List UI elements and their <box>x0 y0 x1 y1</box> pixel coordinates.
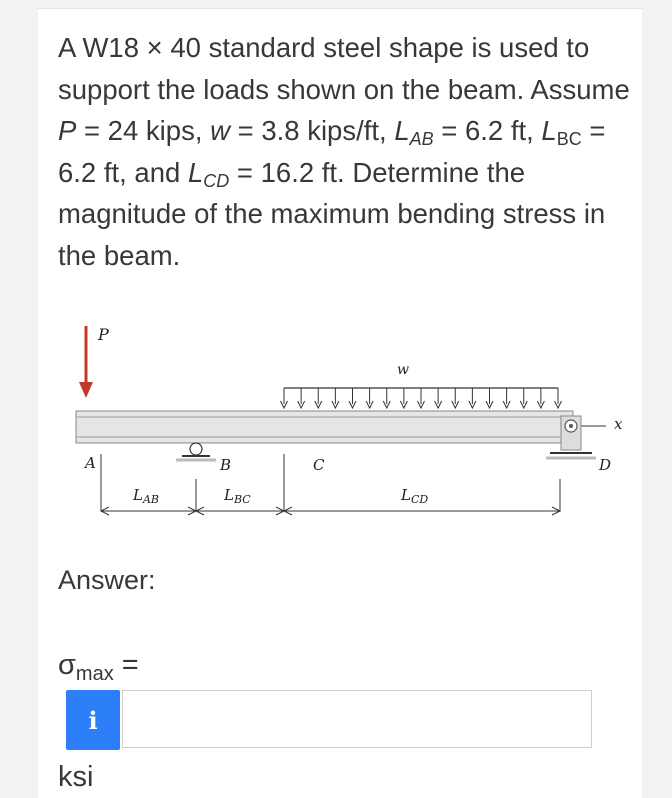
sigma-symbol: σ <box>58 649 76 681</box>
sigma-subscript: max <box>75 663 114 685</box>
beam-diagram <box>58 314 623 529</box>
var-lcd: L <box>187 156 204 188</box>
var-lbc: L <box>541 115 557 146</box>
dim-lcd: $L_{CD}$ <box>401 486 429 506</box>
w-value: = 3.8 kips/ft, <box>229 115 395 146</box>
question-card <box>38 8 642 798</box>
var-lab: L <box>394 115 410 146</box>
label-c: C <box>313 456 325 474</box>
equals-sign: = <box>113 649 139 681</box>
label-x: x <box>614 415 623 433</box>
lbc-value: = 6.2 ft, and <box>58 115 606 188</box>
beam <box>76 411 573 443</box>
label-b: B <box>220 456 232 474</box>
lab-value: = 6.2 ft, <box>433 115 542 146</box>
dimension-lines <box>101 454 560 515</box>
label-w: w <box>397 362 409 378</box>
label-p: P <box>98 325 109 344</box>
var-lab-sub: AB <box>409 129 434 149</box>
var-w: w <box>210 115 230 146</box>
info-icon: i <box>88 705 98 735</box>
sigma-max-label <box>58 649 139 686</box>
info-button[interactable] <box>66 690 120 750</box>
var-lbc-sub: BC <box>556 129 582 149</box>
point-load-arrow <box>79 326 93 398</box>
problem-text-2: = 16.2 ft. Determine the magnitude of the maximum bending stress in the beam. <box>58 156 606 271</box>
problem-statement <box>58 27 633 276</box>
p-value: = 24 kips, <box>76 115 211 146</box>
answer-label: Answer: <box>58 565 156 595</box>
var-p: P <box>58 115 77 146</box>
var-lcd-sub: CD <box>203 170 230 191</box>
support-b <box>176 443 216 460</box>
label-d: D <box>599 456 612 474</box>
dim-lab: $L_{AB}$ <box>133 486 159 506</box>
problem-text-1: A W18 × 40 standard steel shape is used to support the loads shown on the beam. Assume <box>58 32 630 105</box>
unit-label: ksi <box>58 761 94 793</box>
answer-input[interactable] <box>122 690 592 748</box>
dim-lbc: $L_{BC}$ <box>224 486 251 506</box>
label-a: A <box>85 454 96 472</box>
distributed-load <box>281 388 562 408</box>
